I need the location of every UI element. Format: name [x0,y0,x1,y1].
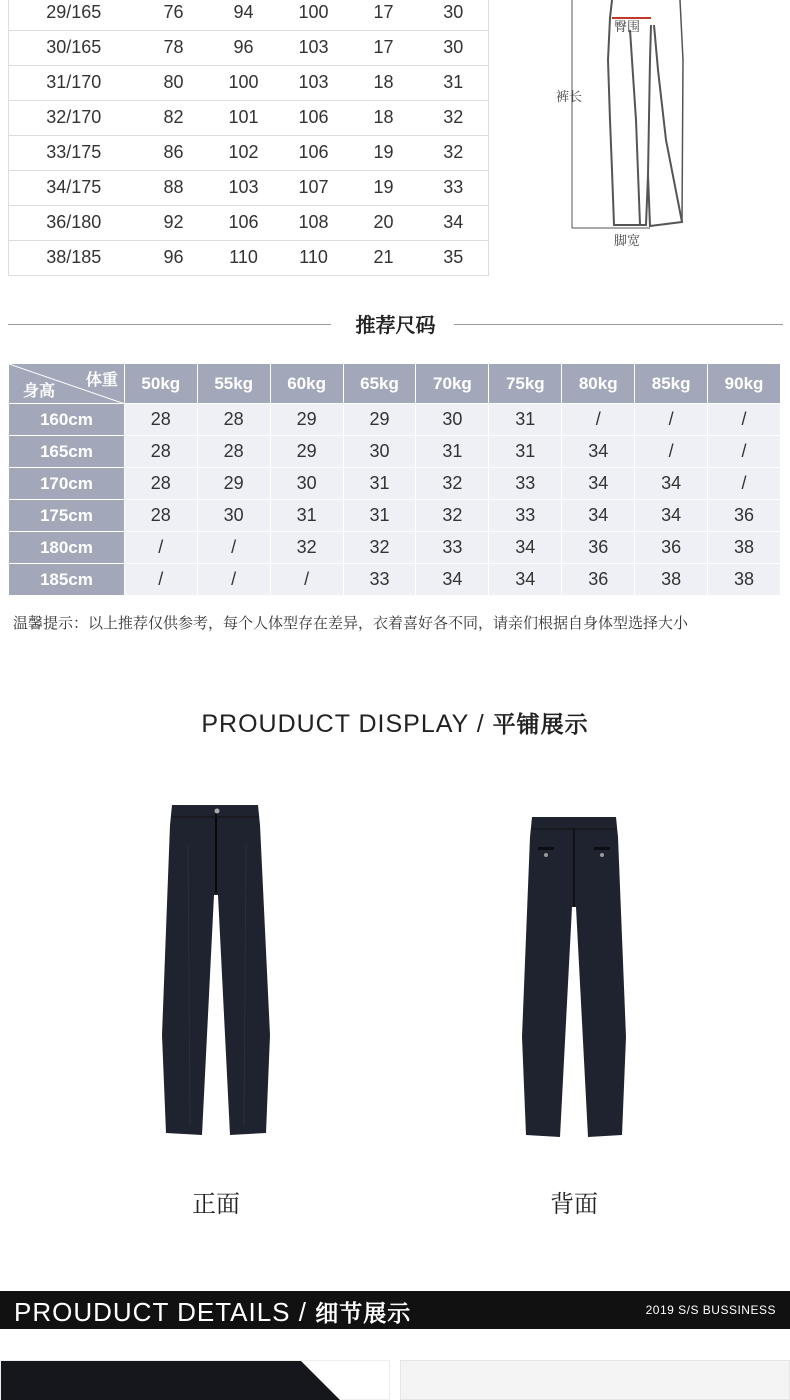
recommended-size-cell: 38 [708,564,781,596]
measurement-cell: 106 [279,135,349,170]
size-code-cell: 38/185 [9,240,139,275]
recommended-size-cell: 32 [416,468,489,500]
recommended-size-cell: 28 [124,404,197,436]
size-code-cell: 29/165 [9,0,139,30]
details-title [14,1295,411,1328]
height-header: 175cm [9,500,125,532]
measurement-cell: 106 [209,205,279,240]
recommended-size-cell: 36 [562,564,635,596]
recommended-size-cell: 34 [562,500,635,532]
recommended-size-cell: 30 [343,436,416,468]
measurement-cell: 110 [279,240,349,275]
hem-label: 脚宽 [614,234,641,249]
recommended-size-cell: 38 [635,564,708,596]
measurement-cell: 94 [209,0,279,30]
recommend-row [9,500,781,532]
recommend-size-table [8,363,781,596]
weight-header: 85kg [635,364,708,404]
measurement-cell: 17 [349,0,419,30]
measurement-cell: 103 [279,65,349,100]
size-row [9,0,489,30]
measurement-cell: 100 [279,0,349,30]
weight-header: 70kg [416,364,489,404]
measurement-cell: 17 [349,30,419,65]
recommended-size-cell: / [708,436,781,468]
recommended-size-cell: 31 [343,468,416,500]
weight-header: 55kg [197,364,270,404]
recommended-size-cell: 28 [197,404,270,436]
measurement-cell: 21 [349,240,419,275]
size-code-cell: 34/175 [9,170,139,205]
measurement-cell: 30 [419,0,489,30]
recommended-size-cell: / [562,404,635,436]
measurement-cell: 96 [209,30,279,65]
recommend-row [9,436,781,468]
measurement-cell: 82 [139,100,209,135]
details-banner [0,1291,790,1329]
recommended-size-cell: 28 [124,436,197,468]
measurement-cell: 100 [209,65,279,100]
recommended-size-cell: 34 [489,564,562,596]
recommended-size-cell: / [124,532,197,564]
recommended-size-cell: / [124,564,197,596]
recommended-size-cell: 32 [270,532,343,564]
recommended-size-cell: 34 [635,500,708,532]
season-label: 2019 S/S BUSSINESS [645,1303,776,1317]
height-header: 165cm [9,436,125,468]
measurement-cell: 103 [279,30,349,65]
corner-weight-label: 体重 [85,372,118,389]
detail-photo-1 [0,1360,390,1400]
recommended-size-cell: 34 [562,436,635,468]
recommended-size-cell: 33 [489,500,562,532]
measurement-cell: 102 [209,135,279,170]
measurement-cell: 78 [139,30,209,65]
size-row [9,205,489,240]
weight-header: 60kg [270,364,343,404]
recommended-size-cell: / [197,532,270,564]
size-tip: 温馨提示：以上推荐仅供参考，每个人体型存在差异，衣着喜好各不同，请亲们根据自身体型选择大小 [13,614,689,632]
height-header: 170cm [9,468,125,500]
recommend-row [9,564,781,596]
table-corner-cell [9,364,125,404]
size-code-cell: 32/170 [9,100,139,135]
pants-back-image [520,817,628,1137]
display-title [0,706,790,739]
measurement-cell: 32 [419,135,489,170]
length-label: 裤长 [556,90,583,105]
recommended-size-cell: 33 [489,468,562,500]
measurement-cell: 33 [419,170,489,205]
size-row [9,30,489,65]
size-code-cell: 31/170 [9,65,139,100]
measurement-cell: 34 [419,205,489,240]
measurement-cell: 31 [419,65,489,100]
weight-header: 80kg [562,364,635,404]
recommended-size-cell: 28 [124,500,197,532]
pants-front-image [160,805,272,1137]
recommended-size-cell: / [708,468,781,500]
recommend-row [9,468,781,500]
measurement-cell: 19 [349,170,419,205]
recommended-size-cell: 30 [416,404,489,436]
measurement-cell: 18 [349,100,419,135]
size-row [9,100,489,135]
pants-measurement-diagram [550,0,700,255]
measurement-cell: 20 [349,205,419,240]
measurement-cell: 76 [139,0,209,30]
details-title-cn: 细节展示 [315,1301,412,1327]
measurement-cell: 80 [139,65,209,100]
measurement-cell: 110 [209,240,279,275]
display-title-cn: 平铺展示 [492,712,589,738]
measurement-cell: 108 [279,205,349,240]
size-row [9,65,489,100]
details-title-en: PROUDUCT DETAILS / [14,1297,316,1327]
recommended-size-cell: 28 [124,468,197,500]
recommended-size-cell: 33 [343,564,416,596]
recommended-size-cell: 33 [416,532,489,564]
recommended-size-cell: 31 [489,436,562,468]
recommended-size-cell: 34 [416,564,489,596]
size-table [8,0,489,276]
size-row [9,170,489,205]
size-row [9,135,489,170]
corner-height-label: 身高 [23,383,56,400]
recommended-size-cell: / [270,564,343,596]
detail-photo-2 [400,1360,790,1400]
measurement-cell: 35 [419,240,489,275]
measurement-cell: 18 [349,65,419,100]
measurement-cell: 107 [279,170,349,205]
recommended-size-cell: 29 [197,468,270,500]
recommend-heading [8,311,783,339]
height-header: 160cm [9,404,125,436]
size-code-cell: 36/180 [9,205,139,240]
recommended-size-cell: 36 [562,532,635,564]
back-caption: 背面 [550,1190,598,1218]
height-header: 185cm [9,564,125,596]
size-code-cell: 33/175 [9,135,139,170]
recommended-size-cell: 34 [489,532,562,564]
recommend-row [9,532,781,564]
measurement-cell: 32 [419,100,489,135]
recommend-title: 推荐尺码 [355,313,436,337]
recommended-size-cell: 31 [270,500,343,532]
height-header: 180cm [9,532,125,564]
weight-header: 65kg [343,364,416,404]
recommended-size-cell: 31 [416,436,489,468]
measurement-cell: 96 [139,240,209,275]
measurement-cell: 92 [139,205,209,240]
recommend-row [9,404,781,436]
weight-header: 75kg [489,364,562,404]
recommended-size-cell: 30 [270,468,343,500]
weight-header: 50kg [124,364,197,404]
recommended-size-cell: 34 [635,468,708,500]
recommended-size-cell: 36 [635,532,708,564]
display-title-en: PROUDUCT DISPLAY / [201,710,493,738]
measurement-cell: 19 [349,135,419,170]
measurement-cell: 106 [279,100,349,135]
recommended-size-cell: 32 [343,532,416,564]
weight-header: 90kg [708,364,781,404]
recommended-size-cell: 34 [562,468,635,500]
measurement-cell: 88 [139,170,209,205]
hip-label: 臀围 [614,20,641,35]
recommended-size-cell: 29 [270,436,343,468]
measurement-cell: 103 [209,170,279,205]
pants-outline-icon [550,0,700,255]
fabric-detail-image [1,1361,391,1400]
measurement-cell: 101 [209,100,279,135]
recommended-size-cell: 31 [343,500,416,532]
front-caption: 正面 [192,1190,240,1218]
recommended-size-cell: 29 [343,404,416,436]
recommended-size-cell: 30 [197,500,270,532]
recommended-size-cell: 36 [708,500,781,532]
measurement-cell: 30 [419,30,489,65]
recommended-size-cell: / [635,404,708,436]
size-row [9,240,489,275]
recommended-size-cell: 32 [416,500,489,532]
recommended-size-cell: 29 [270,404,343,436]
recommended-size-cell: 28 [197,436,270,468]
recommended-size-cell: / [708,404,781,436]
size-code-cell: 30/165 [9,30,139,65]
recommended-size-cell: / [635,436,708,468]
measurement-cell: 86 [139,135,209,170]
recommended-size-cell: / [197,564,270,596]
recommended-size-cell: 31 [489,404,562,436]
recommended-size-cell: 38 [708,532,781,564]
